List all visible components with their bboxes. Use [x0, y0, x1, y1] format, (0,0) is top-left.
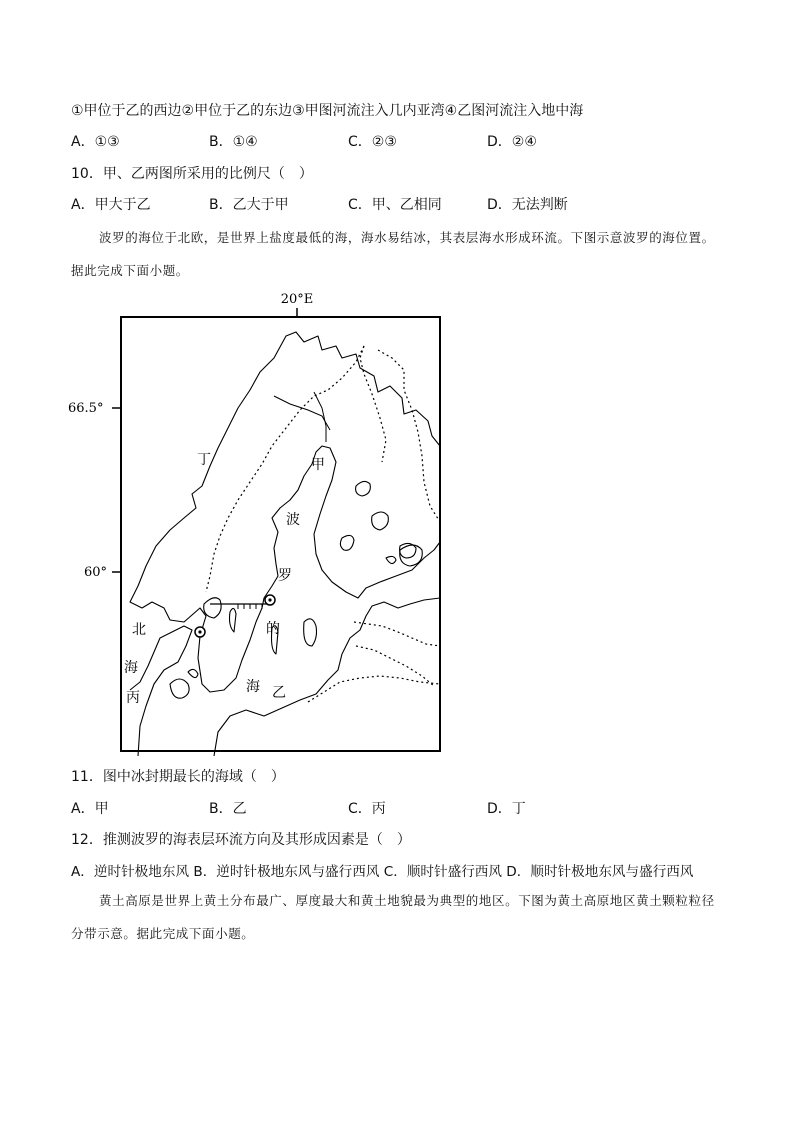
label-bei: 北	[132, 622, 146, 638]
label-jia: 甲	[311, 457, 325, 473]
baltic-sea-map	[60, 286, 460, 756]
passage-baltic	[71, 221, 721, 287]
q11-option-c: C．丙	[348, 801, 386, 817]
q11-option-b: B．乙	[209, 801, 247, 817]
passage-loess-text: 黄土高原是世界上黄土分布最广、厚度最大和黄土地貌最为典型的地区。下图为黄土高原地区黄土颗粒粒径分带示意。据此完成下面小题。	[71, 893, 715, 941]
longitude-label: 20°E	[280, 292, 314, 307]
label-de: 的	[266, 621, 280, 637]
q10-option-b: B．乙大于甲	[209, 197, 289, 213]
label-luo: 罗	[278, 568, 292, 584]
q9-option-c: C．②③	[348, 134, 397, 150]
q10-option-c: C．甲、乙相同	[348, 197, 442, 213]
label-bing: 丙	[126, 690, 140, 706]
label-ding: 丁	[197, 452, 211, 468]
q11-option-d: D．丁	[487, 801, 526, 817]
q9-statements: ①甲位于乙的西边②甲位于乙的东边③甲图河流注入几内亚湾④乙图河流注入地中海	[71, 103, 584, 119]
passage-loess	[71, 884, 721, 950]
q11-option-a: A．甲	[71, 801, 109, 817]
latitude-label-60: 60°	[84, 565, 108, 580]
label-hai2: 海	[124, 660, 138, 676]
q9-option-b: B．①④	[209, 134, 258, 150]
q10-stem: 10．甲、乙两图所采用的比例尺（ ）	[71, 166, 313, 182]
label-yi: 乙	[272, 685, 286, 701]
q9-option-a: A．①③	[71, 134, 120, 150]
label-hai: 海	[246, 679, 260, 695]
q12-options: A．逆时针极地东风 B．逆时针极地东风与盛行西风 C．顺时针盛行西风 D．顺时针极地东风与盛行西风	[71, 864, 694, 880]
q10-option-a: A．甲大于乙	[71, 197, 151, 213]
q12-stem: 12．推测波罗的海表层环流方向及其形成因素是（ ）	[71, 832, 411, 848]
latitude-label-66: 66.5°	[68, 401, 104, 416]
passage-baltic-text: 波罗的海位于北欧，是世界上盐度最低的海，海水易结冰，其表层海水形成环流。下图示意波罗的海位置。据此完成下面小题。	[71, 230, 715, 278]
q11-stem: 11．图中冰封期最长的海域（ ）	[71, 769, 285, 785]
q10-option-d: D．无法判断	[487, 197, 568, 213]
q9-option-d: D．②④	[487, 134, 537, 150]
label-bo: 波	[286, 512, 300, 528]
